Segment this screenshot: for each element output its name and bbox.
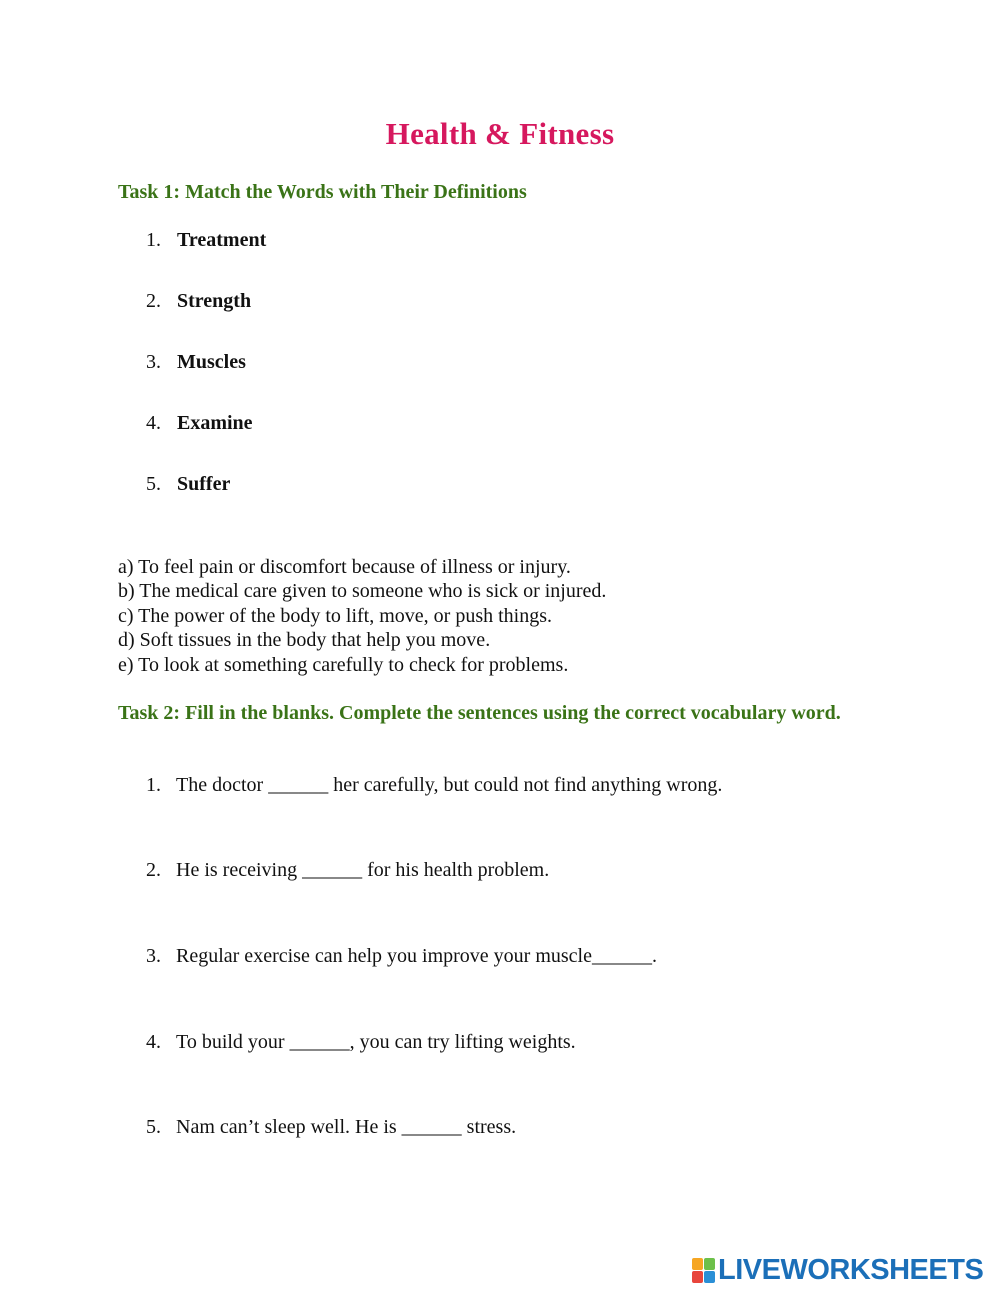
brand-name: LIVEWORKSHEETS [718, 1253, 984, 1286]
sentence-number: 5. [146, 1116, 161, 1138]
liveworksheets-logo [692, 1254, 983, 1286]
page-title: Health & Fitness [385, 116, 615, 151]
sentence-number: 3. [146, 945, 161, 967]
logo-blocks-icon [692, 1258, 715, 1283]
definition-item: b) The medical care given to someone who is sick or injured. [118, 580, 607, 603]
word-number: 3. [146, 351, 161, 373]
sentence-item: Regular exercise can help you improve your muscle______. [176, 945, 657, 967]
sentence-item: To build your ______, you can try lifting weights. [176, 1031, 576, 1053]
definition-item: d) Soft tissues in the body that help you move. [118, 629, 491, 652]
word-number: 2. [146, 290, 161, 312]
task2-heading: Task 2: Fill in the blanks. Complete the sentences using the correct vocabulary word. [118, 702, 841, 724]
sentence-item: The doctor ______ her carefully, but could not find anything wrong. [176, 774, 723, 796]
word-item: Examine [177, 412, 253, 434]
definition-item: a) To feel pain or discomfort because of illness or injury. [118, 556, 571, 578]
sentence-number: 2. [146, 859, 161, 881]
word-item: Treatment [177, 229, 267, 251]
word-item: Strength [177, 290, 252, 312]
sentence-item: Nam can’t sleep well. He is ______ stress. [176, 1116, 517, 1138]
definition-list [118, 555, 606, 677]
word-number: 1. [146, 229, 161, 251]
definition-item: e) To look at something carefully to check for problems. [118, 653, 569, 676]
definition-item: c) The power of the body to lift, move, or push things. [118, 604, 553, 627]
sentence-item: He is receiving ______ for his health problem. [176, 859, 550, 881]
word-item: Suffer [177, 473, 231, 495]
word-item: Muscles [177, 351, 246, 373]
task1-heading: Task 1: Match the Words with Their Definitions [118, 181, 527, 203]
word-number: 5. [146, 473, 161, 495]
sentence-number: 4. [146, 1031, 161, 1053]
word-number: 4. [146, 412, 161, 434]
sentence-number: 1. [146, 774, 161, 796]
